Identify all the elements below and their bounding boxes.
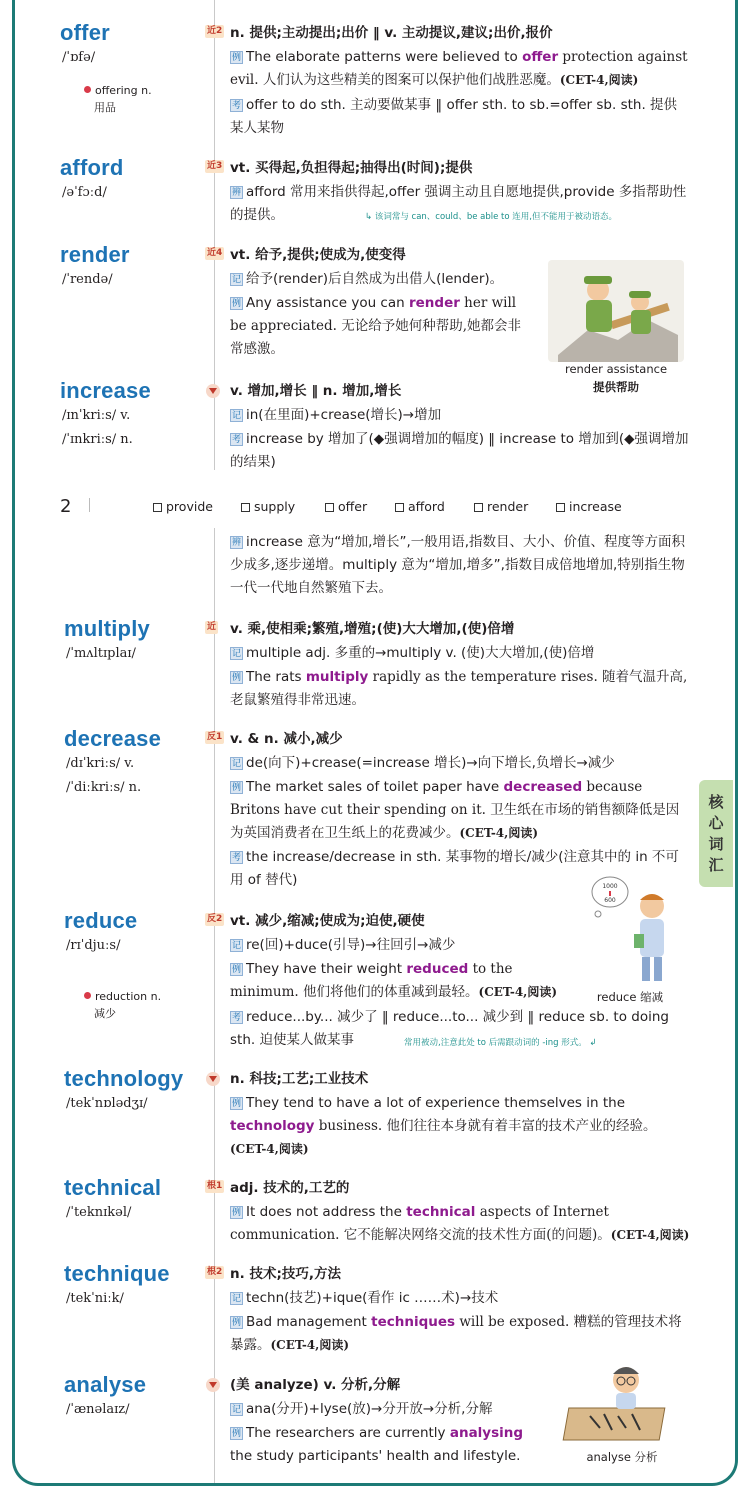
memo-icon: 记 (231, 1405, 241, 1415)
example-icon: 例 (231, 1099, 241, 1109)
pronunciation-noun: /ˈɪnkriːs/ n. (62, 432, 133, 447)
checkbox-icon (474, 503, 483, 512)
example-icon: 例 (231, 783, 241, 793)
key-word-icon (206, 384, 220, 398)
pronunciation: /ˈteknɪkəl/ (66, 1205, 132, 1220)
definition: vt. 给予,提供;使成为,使变得 (230, 247, 406, 263)
pronunciation: /ˈmʌltɪplaɪ/ (66, 646, 136, 661)
checkbox-icon (153, 503, 162, 512)
headword: multiply (64, 616, 150, 641)
memory-tip: 记 in(在里面)+crease(增长)→增加 (231, 407, 442, 423)
example-icon: 例 (231, 299, 241, 309)
divider-line (214, 528, 215, 1483)
headword: reduce (64, 908, 138, 933)
headword: render (60, 242, 130, 267)
memo-icon: 记 (231, 1294, 241, 1304)
pronunciation: /ˈɒfə/ (62, 50, 96, 65)
pronunciation: /əˈfɔːd/ (62, 185, 107, 200)
headword: increase (60, 378, 151, 403)
page-header-bar (0, 490, 750, 520)
pronunciation: /ˈænəlaɪz/ (66, 1402, 130, 1417)
headword: afford (60, 155, 124, 180)
exam-icon: 考 (231, 1013, 241, 1023)
exam-note: 考 the increase/decrease in sth. 某事物的增长/减少(注意其中的 in 不可用 of 替代) (230, 849, 679, 888)
checkbox-icon (241, 503, 250, 512)
derivative: reduction n. 减少 (84, 988, 161, 1022)
example: 例 The rats multiply rapidly as the temperature rises. 随着气温升高,老鼠繁殖得非常迅速。 (230, 669, 688, 708)
example-icon: 例 (231, 1208, 241, 1218)
pronunciation: /dɪˈkriːs/ v. (66, 756, 135, 771)
definition: n. 技术;技巧,方法 (230, 1266, 341, 1282)
example: 例 The researchers are currently analysing the study participants' health and lifestyle. (230, 1425, 524, 1464)
level-badge: 根2 (207, 1267, 223, 1277)
example: 例 Any assistance you can render her will be appreciated. 无论给予她何种帮助,她都会非常感激。 (230, 295, 522, 357)
memo-icon: 记 (231, 411, 241, 421)
illustration-caption: render assistance 提供帮助 (564, 362, 668, 394)
memo-icon: 记 (231, 275, 241, 285)
increase-distinction: 辨 increase 意为“增加,增长”,一般用语,指数目、大小、价值、程度等方面积少成多,逐步递增。multiply 意为“增加,增多”,指数目成倍地增加,特别指生物一代一代地自然繁殖下去。 (230, 534, 686, 596)
checklist-item[interactable]: offer (325, 499, 367, 514)
pronunciation: /tekˈniːk/ (66, 1291, 124, 1306)
bullet-icon (84, 992, 91, 999)
checkbox-icon (556, 503, 565, 512)
exam-icon: 考 (231, 853, 241, 863)
definition: n. 科技;工艺;工业技术 (230, 1071, 369, 1087)
headword: technology (64, 1066, 184, 1091)
level-badge: 近 (207, 622, 217, 632)
pronunciation-noun: /ˈdiːkriːs/ n. (66, 780, 142, 795)
core-vocab-tab: 核 心 词 汇 (699, 780, 733, 887)
memory-tip: 记 de(向下)+crease(=increase 增长)→向下增长,负增长→减少 (231, 755, 615, 771)
exam-note: 考 offer to do sth. 主动要做某事 ‖ offer sth. to sb.=offer sb. sth. 提供某人某物 (230, 97, 678, 136)
key-word-icon (206, 1072, 220, 1086)
checkbox-icon (325, 503, 334, 512)
memory-tip: 记 给予(render)后自然成为出借人(lender)。 (231, 271, 504, 287)
distinction: 辨 afford 常用来指供得起,offer 强调主动且自愿地提供,provide 多指帮助性的提供。 (230, 184, 687, 223)
exam-icon: 考 (231, 101, 241, 111)
distinguish-icon: 辨 (231, 188, 241, 198)
example-icon: 例 (231, 965, 241, 975)
checklist-item[interactable]: afford (395, 499, 445, 514)
bubble-value: 600 (604, 897, 616, 904)
definition: vt. 买得起,负担得起;抽得出(时间);提供 (230, 160, 473, 176)
example-icon: 例 (231, 1318, 241, 1328)
definition: v. 乘,使相乘;繁殖,增殖;(使)大大增加,(使)倍增 (230, 621, 515, 637)
checklist-item[interactable]: supply (241, 499, 295, 514)
bubble-value: 1000 (602, 883, 618, 890)
headword: decrease (64, 726, 162, 751)
definition: adj. 技术的,工艺的 (230, 1180, 350, 1196)
key-word-icon (206, 1378, 220, 1392)
pronunciation: /ˈrendə/ (62, 272, 113, 287)
example: 例 They tend to have a lot of experience themselves in the technology business. 他们往往本身就有着丰富的技术产业的经验。(CET-4,阅读) (230, 1095, 657, 1156)
example-icon: 例 (231, 1429, 241, 1439)
memo-icon: 记 (231, 759, 241, 769)
headword: technical (64, 1175, 162, 1200)
example: 例 Bad management techniques will be exposed. 糟糕的管理技术将暴露。(CET-4,阅读) (230, 1314, 682, 1353)
memory-tip: 记 techn(技艺)+ique(看作 ic ……术)→技术 (231, 1290, 499, 1306)
example: 例 The elaborate patterns were believed to offer protection against evil. 人们认为这些精美的图案可以保护他们战胜恶魔。(CET-4,阅读) (230, 49, 688, 88)
illustration-caption: reduce 缩减 (596, 990, 664, 1004)
analyse-illustration (560, 1356, 688, 1446)
separator (89, 498, 90, 512)
distinguish-icon: 辨 (231, 538, 241, 548)
memo-icon: 记 (231, 941, 241, 951)
checklist-item[interactable]: provide (153, 499, 213, 514)
level-badge: 反1 (207, 732, 223, 742)
reduce-illustration (590, 872, 688, 984)
level-badge: 近2 (207, 26, 223, 36)
margin-note: ↳ 该词常与 can、could、be able to 连用,但不能用于被动语态。 (365, 212, 617, 222)
level-badge: 根1 (207, 1181, 223, 1191)
memory-tip: 记 ana(分开)+lyse(放)→分开放→分析,分解 (231, 1401, 493, 1417)
headword: analyse (64, 1372, 147, 1397)
definition: v. & n. 减小,减少 (230, 731, 343, 747)
derivative: offering n. 用品 (84, 82, 152, 116)
headword: technique (64, 1261, 170, 1286)
memory-tip: 记 re(回)+duce(引导)→往回引→减少 (231, 937, 456, 953)
example-icon: 例 (231, 673, 241, 683)
example-icon: 例 (231, 53, 241, 63)
level-badge: 近3 (207, 161, 223, 171)
bullet-icon (84, 86, 91, 93)
checklist-item[interactable]: increase (556, 499, 622, 514)
example: 例 The market sales of toilet paper have decreased because Britons have cut their spending on it. 卫生纸在市场的销售额降低是因为英国消费者在卫生纸上的花费减少。(CET-4,阅读) (230, 779, 680, 841)
definition: vt. 减少,缩减;使成为;迫使,硬使 (230, 913, 425, 929)
example: 例 They have their weight reduced to the minimum. 他们将他们的体重减到最轻。(CET-4,阅读) (230, 961, 558, 1000)
exam-icon: 考 (231, 435, 241, 445)
illustration-caption: analyse 分析 (586, 1450, 658, 1464)
pronunciation: /tekˈnɒlədʒɪ/ (66, 1096, 148, 1111)
exam-note: 考 reduce...by... 减少了 ‖ reduce...to... 减少到 ‖ reduce sb. to doing sth. 迫使某人做某事 (230, 1009, 669, 1048)
page-number: 2 (60, 496, 72, 517)
checkbox-icon (395, 503, 404, 512)
memory-tip: 记 multiple adj. 多重的→multiply v. (使)大大增加,(使)倍增 (231, 645, 595, 661)
pronunciation: /ɪnˈkriːs/ v. (62, 408, 131, 423)
memo-icon: 记 (231, 649, 241, 659)
pronunciation: /rɪˈdjuːs/ (66, 938, 121, 953)
margin-note: 常用被动,注意此处 to 后需跟动词的 -ing 形式。 ↲ (404, 1038, 597, 1048)
render-illustration (548, 260, 684, 362)
exam-note: 考 increase by 增加了(◆强调增加的幅度) ‖ increase to 增加到(◆强调增加的结果) (230, 431, 689, 470)
checklist-item[interactable]: render (474, 499, 528, 514)
example: 例 It does not address the technical aspects of Internet communication. 它不能解决网络交流的技术性方面(的问题)。(CET-4,阅读) (230, 1204, 690, 1243)
level-badge: 反2 (207, 914, 223, 924)
headword: offer (60, 20, 110, 45)
definition: v. 增加,增长 ‖ n. 增加,增长 (230, 383, 402, 399)
definition: n. 提供;主动提出;出价 ‖ v. 主动提议,建议;出价,报价 (230, 25, 553, 41)
definition: (美 analyze) v. 分析,分解 (230, 1377, 401, 1393)
level-badge: 近4 (207, 248, 223, 258)
divider-line (214, 0, 215, 470)
